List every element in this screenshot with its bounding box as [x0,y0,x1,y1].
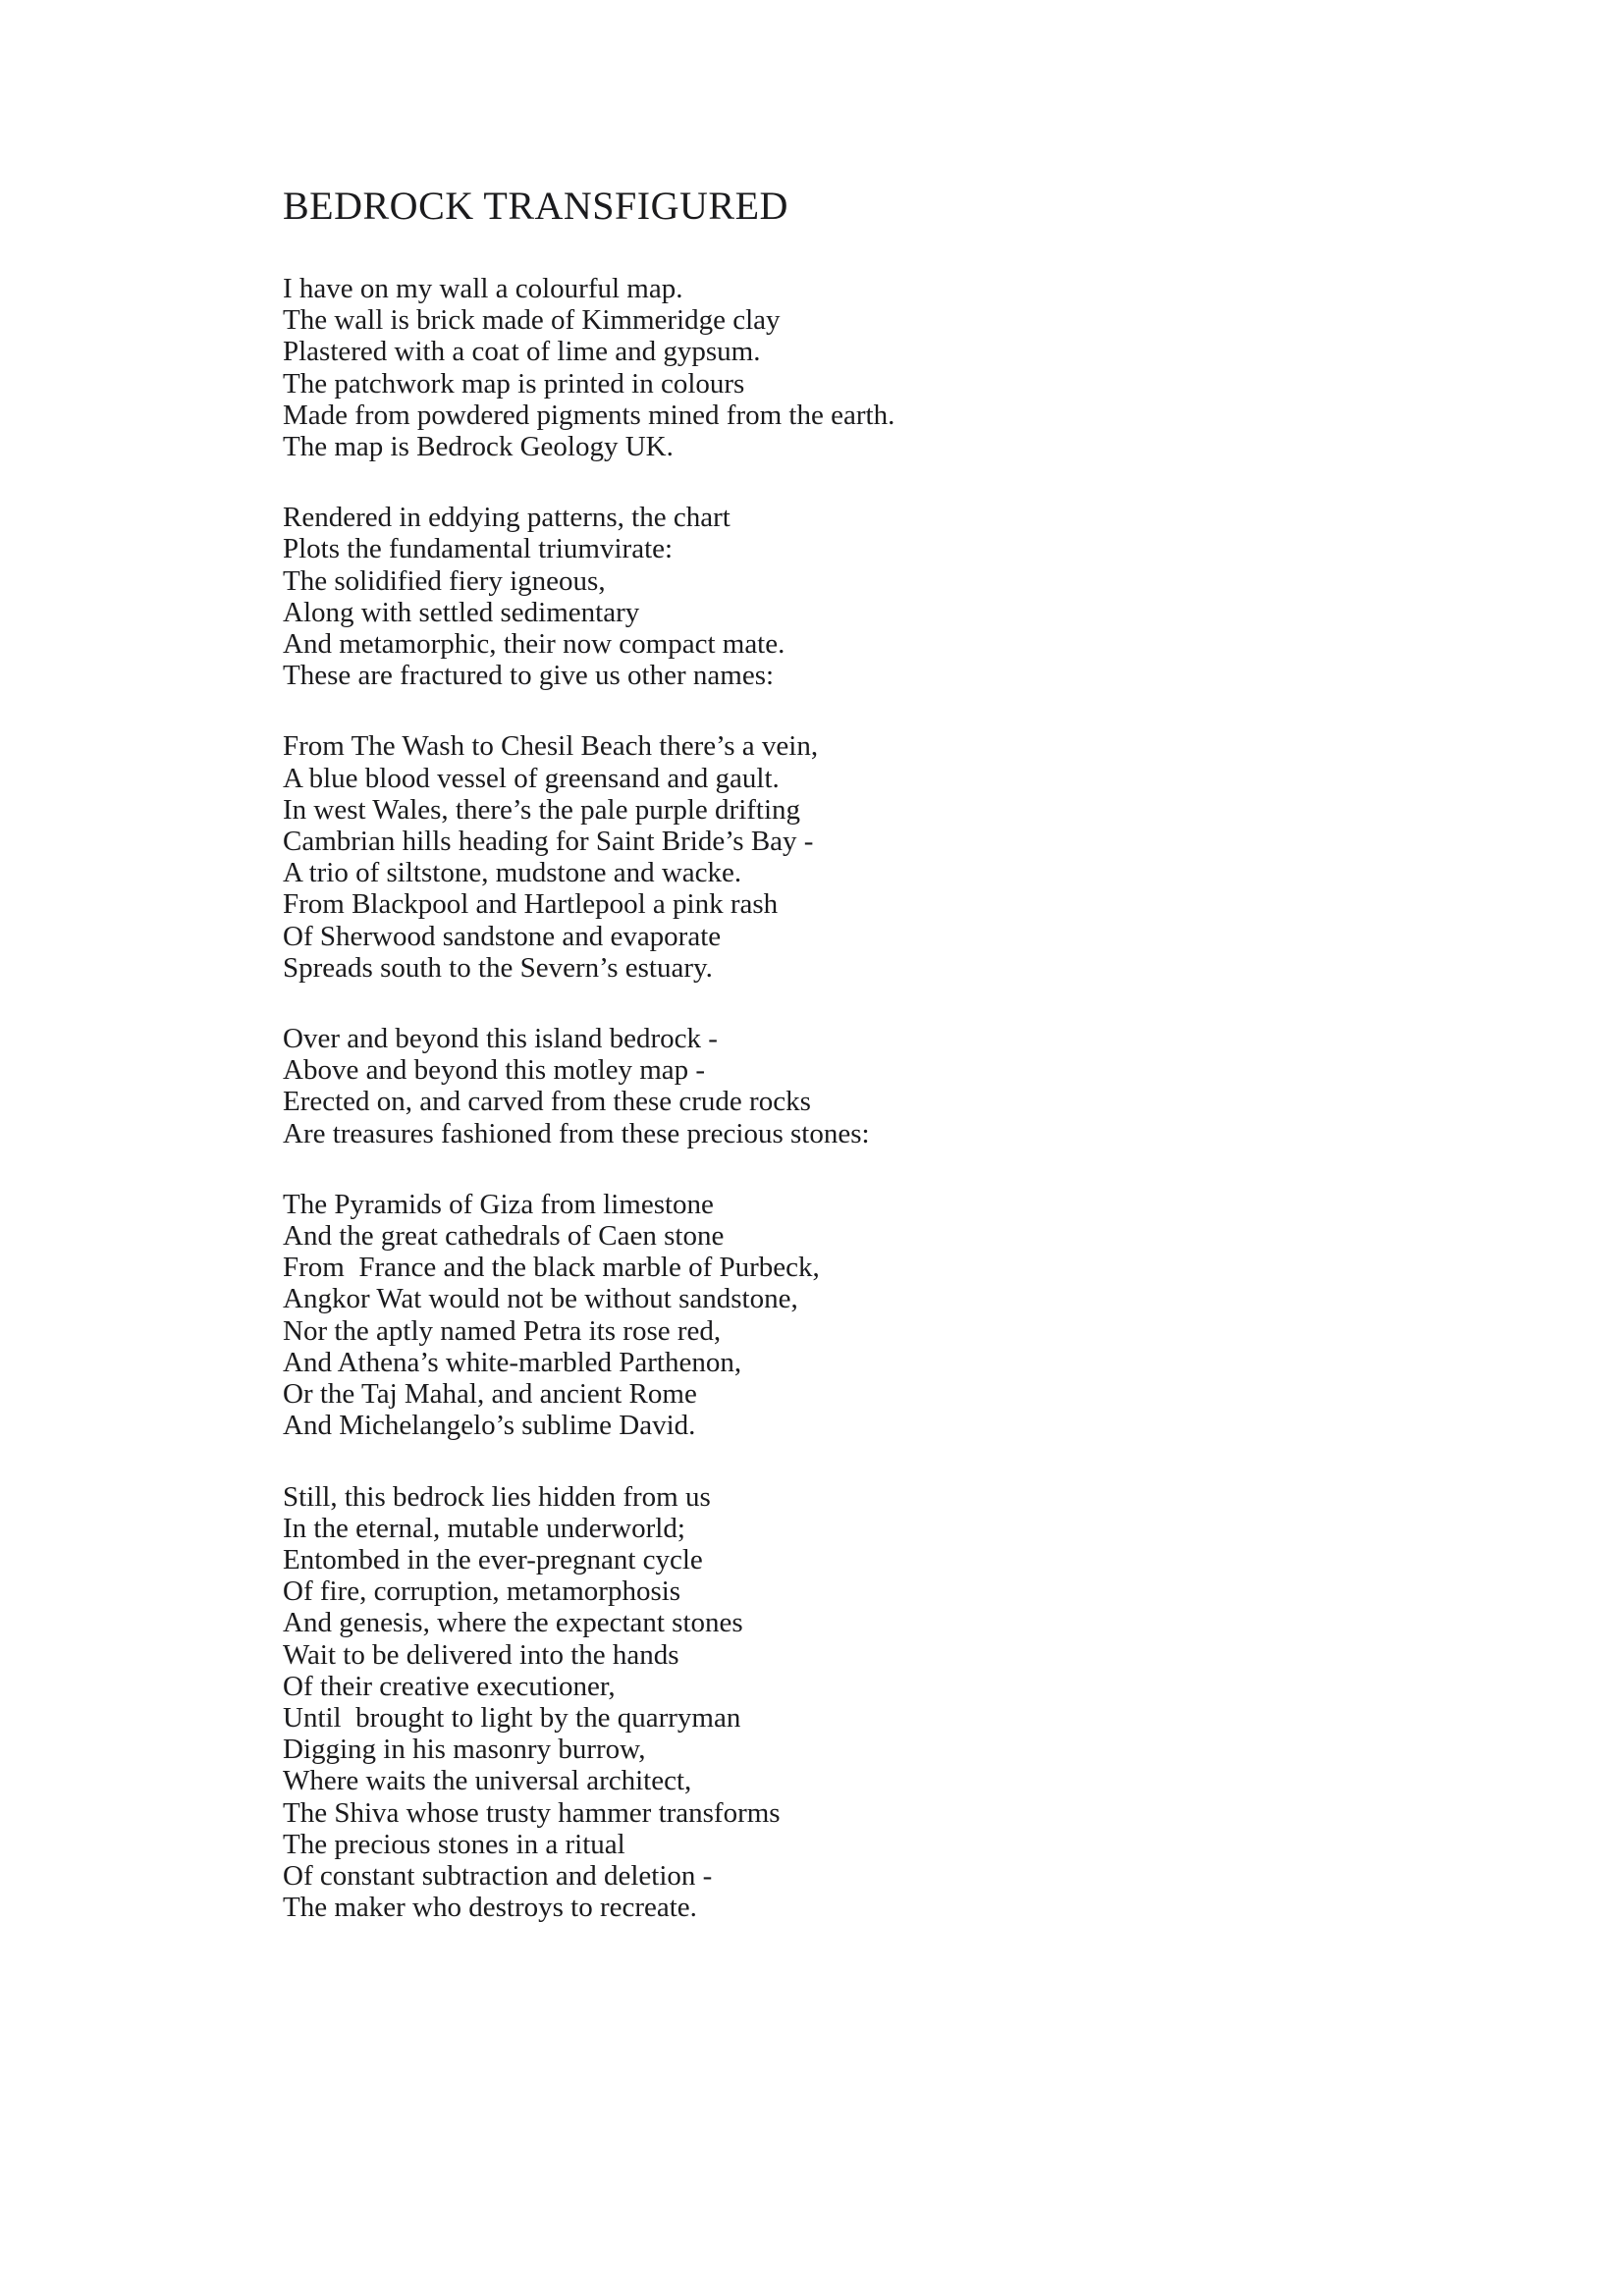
poem-line: The wall is brick made of Kimmeridge clay [283,304,781,337]
poem-line: Of fire, corruption, metamorphosis [283,1575,681,1608]
poem-line: The map is Bedrock Geology UK. [283,431,674,463]
poem-line: Where waits the universal architect, [283,1765,692,1797]
poem-line: From Blackpool and Hartlepool a pink rash [283,888,779,921]
stanza [283,1189,1382,1442]
stanza [283,1481,1382,1924]
poem-line: Angkor Wat would not be without sandstone, [283,1283,798,1315]
poem-line: The solidified fiery igneous, [283,564,606,597]
poem-line: Still, this bedrock lies hidden from us [283,1480,711,1513]
poem-line: A blue blood vessel of greensand and gault. [283,762,780,794]
poem-line: Plastered with a coat of lime and gypsum. [283,336,761,368]
poem-line: Along with settled sedimentary [283,596,640,628]
poem-line: From The Wash to Chesil Beach there’s a vein, [283,730,819,763]
poem-line: From France and the black marble of Purbeck, [283,1252,820,1284]
poem-line: Spreads south to the Severn’s estuary. [283,951,713,984]
poem-line: Rendered in eddying patterns, the chart [283,502,731,534]
poem-line: In the eternal, mutable underworld; [283,1512,685,1544]
poem-line: The precious stones in a ritual [283,1828,625,1860]
poem-line: I have on my wall a colourful map. [283,273,683,304]
poem-line: Made from powdered pigments mined from the earth. [283,399,895,431]
poem-line: The patchwork map is printed in colours [283,367,745,400]
stanza [283,1023,1382,1149]
poem-line: And Michelangelo’s sublime David. [283,1410,696,1442]
poem-line: Of their creative executioner, [283,1670,616,1702]
poem-line: And metamorphic, their now compact mate. [283,628,785,661]
poem-line: Entombed in the ever-pregnant cycle [283,1543,703,1575]
poem-line: And the great cathedrals of Caen stone [283,1220,725,1253]
poem-content [283,184,1382,1924]
stanza [283,273,1382,462]
poem-line: The maker who destroys to recreate. [283,1892,697,1924]
poem-line: Digging in his masonry burrow, [283,1734,646,1766]
stanza [283,502,1382,691]
poem-line: In west Wales, there’s the pale purple drifting [283,793,801,826]
poem-line: Wait to be delivered into the hands [283,1638,679,1671]
poem-title: BEDROCK TRANSFIGURED [283,184,788,228]
poem-line: Plots the fundamental triumvirate: [283,533,674,565]
poem-line: Or the Taj Mahal, and ancient Rome [283,1378,697,1411]
poem-line: These are fractured to give us other names: [283,660,775,692]
poem-line: Of Sherwood sandstone and evaporate [283,920,722,952]
poem-line: Of constant subtraction and deletion - [283,1859,713,1892]
poem-line: And genesis, where the expectant stones [283,1607,743,1639]
poem-line: Nor the aptly named Petra its rose red, [283,1314,722,1347]
poem-line: Above and beyond this motley map - [283,1054,706,1087]
poem-line: Over and beyond this island bedrock - [283,1023,718,1055]
poem-line: The Shiva whose trusty hammer transforms [283,1796,781,1829]
poem-line: A trio of siltstone, mudstone and wacke. [283,857,742,889]
poem-line: Cambrian hills heading for Saint Bride’s Bay - [283,826,814,858]
poem-line: Until brought to light by the quarryman [283,1701,741,1734]
poem-line: The Pyramids of Giza from limestone [283,1188,714,1220]
poem-line: Are treasures fashioned from these precious stones: [283,1117,870,1149]
stanza [283,730,1382,984]
poem-line: Erected on, and carved from these crude rocks [283,1086,811,1118]
poem-line: And Athena’s white-marbled Parthenon, [283,1346,742,1378]
poem-body [283,273,1382,1923]
